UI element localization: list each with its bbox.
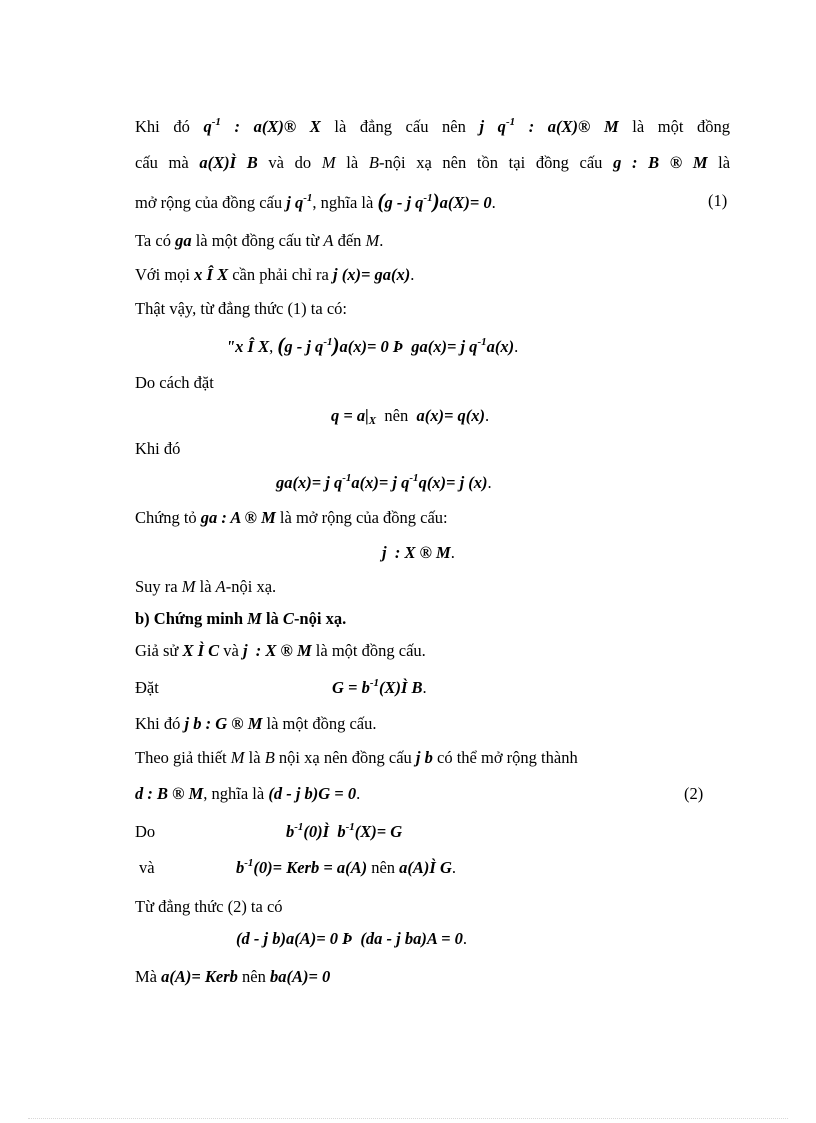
page-bottom-divider bbox=[28, 1118, 788, 1119]
text-ma: Mà bbox=[135, 967, 157, 986]
text-la-mot-dong: là một đồng bbox=[632, 117, 731, 136]
text-line-18: Khi đó j b : G ® M là một đồng cấu. bbox=[135, 714, 377, 733]
text-theo-gia-thiet: Theo giả thiết bbox=[135, 748, 227, 767]
text-va-do: và do bbox=[268, 153, 312, 172]
text-line-17 bbox=[135, 678, 159, 698]
text-nen-3: nên bbox=[242, 967, 266, 986]
text-va-2: và bbox=[139, 858, 155, 877]
symbol-M-2: M bbox=[365, 231, 380, 250]
text-line-5: Với mọi x Î X cần phải chỉ ra j (x)= ga(x). bbox=[135, 265, 415, 284]
text-mo-rong: mở rộng của đồng cấu bbox=[135, 193, 283, 212]
formula-line-22: $b^{-1}(0)=$ Kerb = a(A) nên a(A)Ì G. bbox=[236, 857, 457, 877]
text-chung-minh: b) Chứng minh bbox=[135, 609, 244, 628]
text-la-mot-dong-cau: là một đồng cấu. bbox=[315, 641, 426, 660]
text-line-23: Từ đẳng thức (2) ta có bbox=[135, 897, 283, 916]
text-noi-xa: -nội xạ. bbox=[225, 577, 277, 596]
text-suy-ra: Suy ra bbox=[135, 577, 178, 596]
symbol-B: B bbox=[368, 153, 379, 172]
formula-line-7: "x Î X, (g - j $q^{-1})a(x)= 0$ Þ ga(x)= j $q^{-1}a(x)$. bbox=[226, 333, 519, 357]
text-la-3: là bbox=[265, 609, 279, 628]
text-line-22 bbox=[139, 858, 155, 878]
text-den: đến bbox=[337, 231, 362, 250]
text-khi-do: Khi đó bbox=[135, 117, 190, 136]
text-period: . bbox=[379, 231, 384, 250]
text-line-20: d : B ® M, nghĩa là (d - j b)G = 0. bbox=[135, 784, 361, 803]
text-line-12: Chứng tỏ ga : A ® M là mở rộng của đồng cấu: bbox=[135, 508, 448, 527]
text-co-the-mo-rong: có thể mở rộng thành bbox=[437, 748, 578, 767]
text-chung-to: Chứng tỏ bbox=[135, 508, 197, 527]
symbol-B-2: B bbox=[264, 748, 275, 767]
text-ta-co: Ta có bbox=[135, 231, 171, 250]
text-line-14 bbox=[135, 577, 276, 597]
text-nen: nên bbox=[384, 406, 409, 425]
text-line-3: mở rộng của đồng cấu j $q^{-1}$, nghĩa là (g - j $q^{-1})a(X)= 0$. bbox=[135, 189, 496, 213]
text-nen-2: nên bbox=[371, 858, 396, 877]
text-noi-xa-2: -nội xạ. bbox=[293, 609, 347, 628]
formula-line-24: (d - j b)a(A)= 0 Þ (da - j ba)A = 0. bbox=[236, 929, 467, 948]
text-can-phai-chi-ra: cần phải chỉ ra bbox=[232, 265, 329, 284]
equation-number-2: (2) bbox=[684, 784, 704, 803]
symbol-A: A bbox=[323, 231, 334, 250]
symbol-C: C bbox=[282, 609, 294, 628]
text-do: Do bbox=[135, 822, 156, 841]
text-la-mot-dong-cau-2: là một đồng cấu. bbox=[266, 714, 377, 733]
text-la-4: là bbox=[248, 748, 261, 767]
text-cau-ma: cấu mà bbox=[135, 153, 189, 172]
text-line-2: cấu mà a(X)Ì B và do M là B-nội xạ nên tồn tại đồng cấu g : B ® M là bbox=[135, 153, 731, 172]
text-la-dang-cau: là đẳng cấu nên bbox=[334, 117, 466, 136]
text-line-25: Mà a(A)= Kerb nên ba(A)= 0 bbox=[135, 967, 331, 986]
text-la: là bbox=[346, 153, 359, 172]
equation-number-1: (1) bbox=[708, 191, 728, 210]
symbol-M-4: M bbox=[247, 609, 262, 628]
text-line-16: Giả sử X Ì C và j : X ® M là một đồng cấu. bbox=[135, 641, 426, 660]
text-line-21 bbox=[135, 822, 155, 842]
text-nghia-la: , nghĩa là bbox=[312, 193, 374, 212]
text-dat: Đặt bbox=[135, 678, 159, 697]
text-line-8: Do cách đặt bbox=[135, 373, 214, 392]
text-gia-su: Giả sử bbox=[135, 641, 179, 660]
text-noi-xa-nen: nội xạ nên đồng cấu bbox=[278, 748, 412, 767]
symbol-M-3: M bbox=[181, 577, 196, 596]
text-line-4: Ta có ga là một đồng cấu từ A đến M. bbox=[135, 231, 384, 250]
symbol-M-5: M bbox=[230, 748, 245, 767]
text-line-10: Khi đó bbox=[135, 439, 181, 458]
symbol-M: M bbox=[321, 153, 336, 172]
formula-line-21: $b^{-1}(0)Ì$ $b^{-1}(X)= G$ bbox=[286, 821, 403, 841]
symbol-A-2: A bbox=[215, 577, 226, 596]
text-la-2: là bbox=[199, 577, 212, 596]
formula-line-9: $q = a|_X$ nên a(x)= q(x). bbox=[331, 406, 490, 427]
text-khi-do-2: Khi đó bbox=[135, 714, 181, 733]
section-heading-b bbox=[135, 609, 346, 629]
formula-line-17: $G = b^{-1}(X)Ì$ B. bbox=[332, 677, 427, 697]
text-line-1: Khi đó $q^{-1}$ : a(X)® X là đẳng cấu nên j $q^{-1}$ : a(X)® M là một đồng bbox=[135, 116, 731, 136]
text-line-19: Theo giả thiết M là B nội xạ nên đồng cấu j b có thể mở rộng thành bbox=[135, 748, 578, 767]
text-nghia-la-2: , nghĩa là bbox=[203, 784, 265, 803]
text-la-mo-rong: là mở rộng của đồng cấu: bbox=[279, 508, 448, 527]
formula-line-13: j : X ® M. bbox=[382, 543, 455, 562]
text-voi-moi: Với mọi bbox=[135, 265, 191, 284]
text-la-mot-dong-cau-tu: là một đồng cấu từ bbox=[195, 231, 320, 250]
text-noi-xa-ton-tai: -nội xạ nên tồn tại đồng cấu bbox=[378, 153, 603, 172]
text-line-6: Thật vậy, từ đẳng thức (1) ta có: bbox=[135, 299, 347, 318]
formula-line-11: ga(x)= j $q^{-1}a(x)= j$ $q^{-1}q(x)= j$ (x). bbox=[276, 472, 492, 492]
text-la-end: là bbox=[718, 153, 731, 172]
text-va: và bbox=[223, 641, 239, 660]
